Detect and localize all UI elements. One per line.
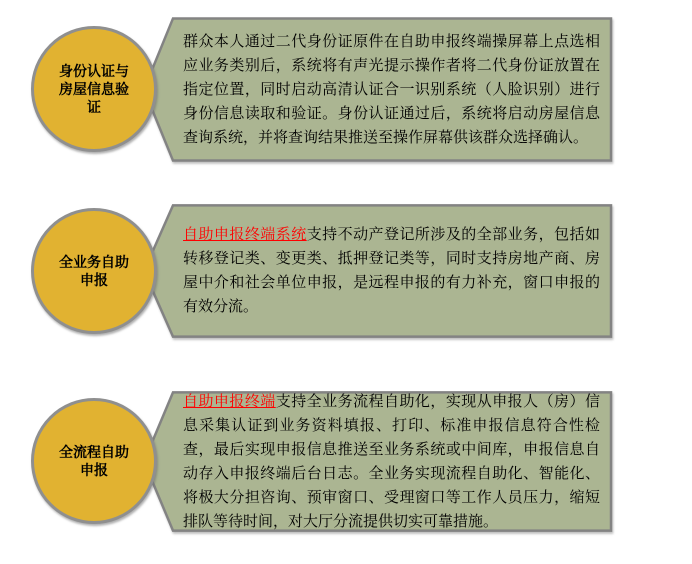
process-step-all-business xyxy=(0,204,692,338)
process-step-identity xyxy=(0,17,692,162)
step-circle-label: 身份认证与房屋信息验证 xyxy=(59,62,129,116)
step-circle-full-flow xyxy=(31,398,157,524)
process-step-full-flow xyxy=(0,391,692,532)
step-description xyxy=(183,17,600,162)
step1-description-text: 群众本人通过二代身份证原件在自助申报终端操屏幕上点选相应业务类别后，系统将有声光提示操作者将二代身份证放置在指定位置，同时启动高清认证合一识别系统（人脸识别）进行身份信息读取和验证。身份认证通过后，系统将启动房屋信息查询系统，并将查询结果推送至操作屏幕供该群众选择确认。 xyxy=(183,32,600,146)
terminal-link[interactable]: 自助申报终端 xyxy=(183,392,276,410)
terminal-system-link[interactable]: 自助申报终端系统 xyxy=(183,226,307,243)
step-circle-label: 全业务自助申报 xyxy=(59,253,129,288)
step-description xyxy=(183,204,600,338)
step-circle-label: 全流程自助申报 xyxy=(59,443,129,478)
step3-description-text: 支持全业务流程自助化，实现从申报人（房）信息采集认证到业务资料填报、打印、标准申报信息符合性检查，最后实现申报信息推送至业务系统或中间库，申报信息自动存入申报终端后台日志。全业务实现流程自助化、智能化、将极大分担咨询、预审窗口、受理窗口等工作人员压力，缩短排队等待时间，对大厅分流提供切实可靠措施。 xyxy=(183,392,600,530)
step-description xyxy=(183,391,600,532)
step2-description-text: 支持不动产登记所涉及的全部业务，包括如转移登记类、变更类、抵押登记类等，同时支持房地产商、房屋中介和社会单位申报，是远程申报的有力补充，窗口申报的有效分流。 xyxy=(183,226,600,315)
step-circle-identity xyxy=(31,26,157,152)
step-circle-all-business xyxy=(31,208,157,334)
